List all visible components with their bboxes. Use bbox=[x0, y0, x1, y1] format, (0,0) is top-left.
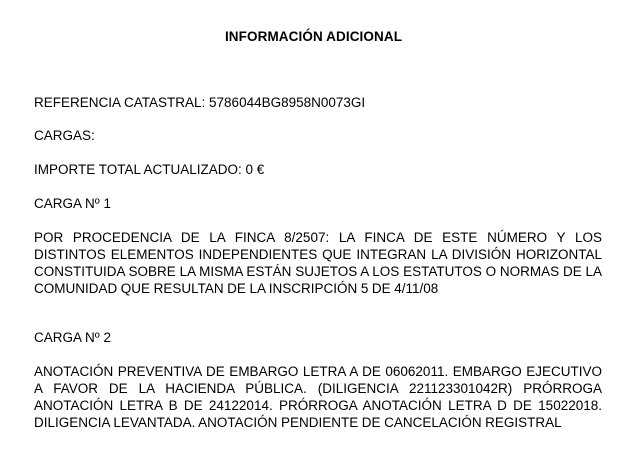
carga-2-text: ANOTACIÓN PREVENTIVA DE EMBARGO LETRA A DE 06062011. EMBARGO EJECUTIVO A FAVOR DE LA HACIENDA PÚBLICA. (DILIGENCIA 221123301042R) PRÓRROGA ANOTACIÓN LETRA B DE 24122014. PRÓRROGA ANOTACIÓN LETRA D DE 15022018. DILIGENCIA LEVANTADA. ANOTACIÓN PENDIENTE DE CANCELACIÓN REGISTRAL bbox=[34, 364, 602, 430]
carga-1-text: POR PROCEDENCIA DE LA FINCA 8/2507: LA FINCA DE ESTE NÚMERO Y LOS DISTINTOS ELEMENTOS INDEPENDIENTES QUE INTEGRAN LA DIVISIÓN HORIZONTAL CONSTITUIDA SOBRE LA MISMA ESTÁN SUJETOS A LOS ESTATUTOS O NORMAS DE LA COMUNIDAD QUE RESULTAN DE LA INSCRIPCIÓN 5 DE 4/11/08 bbox=[34, 230, 602, 296]
document-title: INFORMACIÓN ADICIONAL bbox=[224, 29, 403, 44]
carga-1-heading: CARGA Nº 1 bbox=[34, 196, 111, 211]
carga-2-heading: CARGA Nº 2 bbox=[34, 330, 111, 345]
cargas-label: CARGAS: bbox=[34, 128, 95, 143]
referencia-catastral: REFERENCIA CATASTRAL: 5786044BG8958N0073GI bbox=[34, 95, 366, 110]
importe-total: IMPORTE TOTAL ACTUALIZADO: 0 € bbox=[34, 162, 265, 177]
